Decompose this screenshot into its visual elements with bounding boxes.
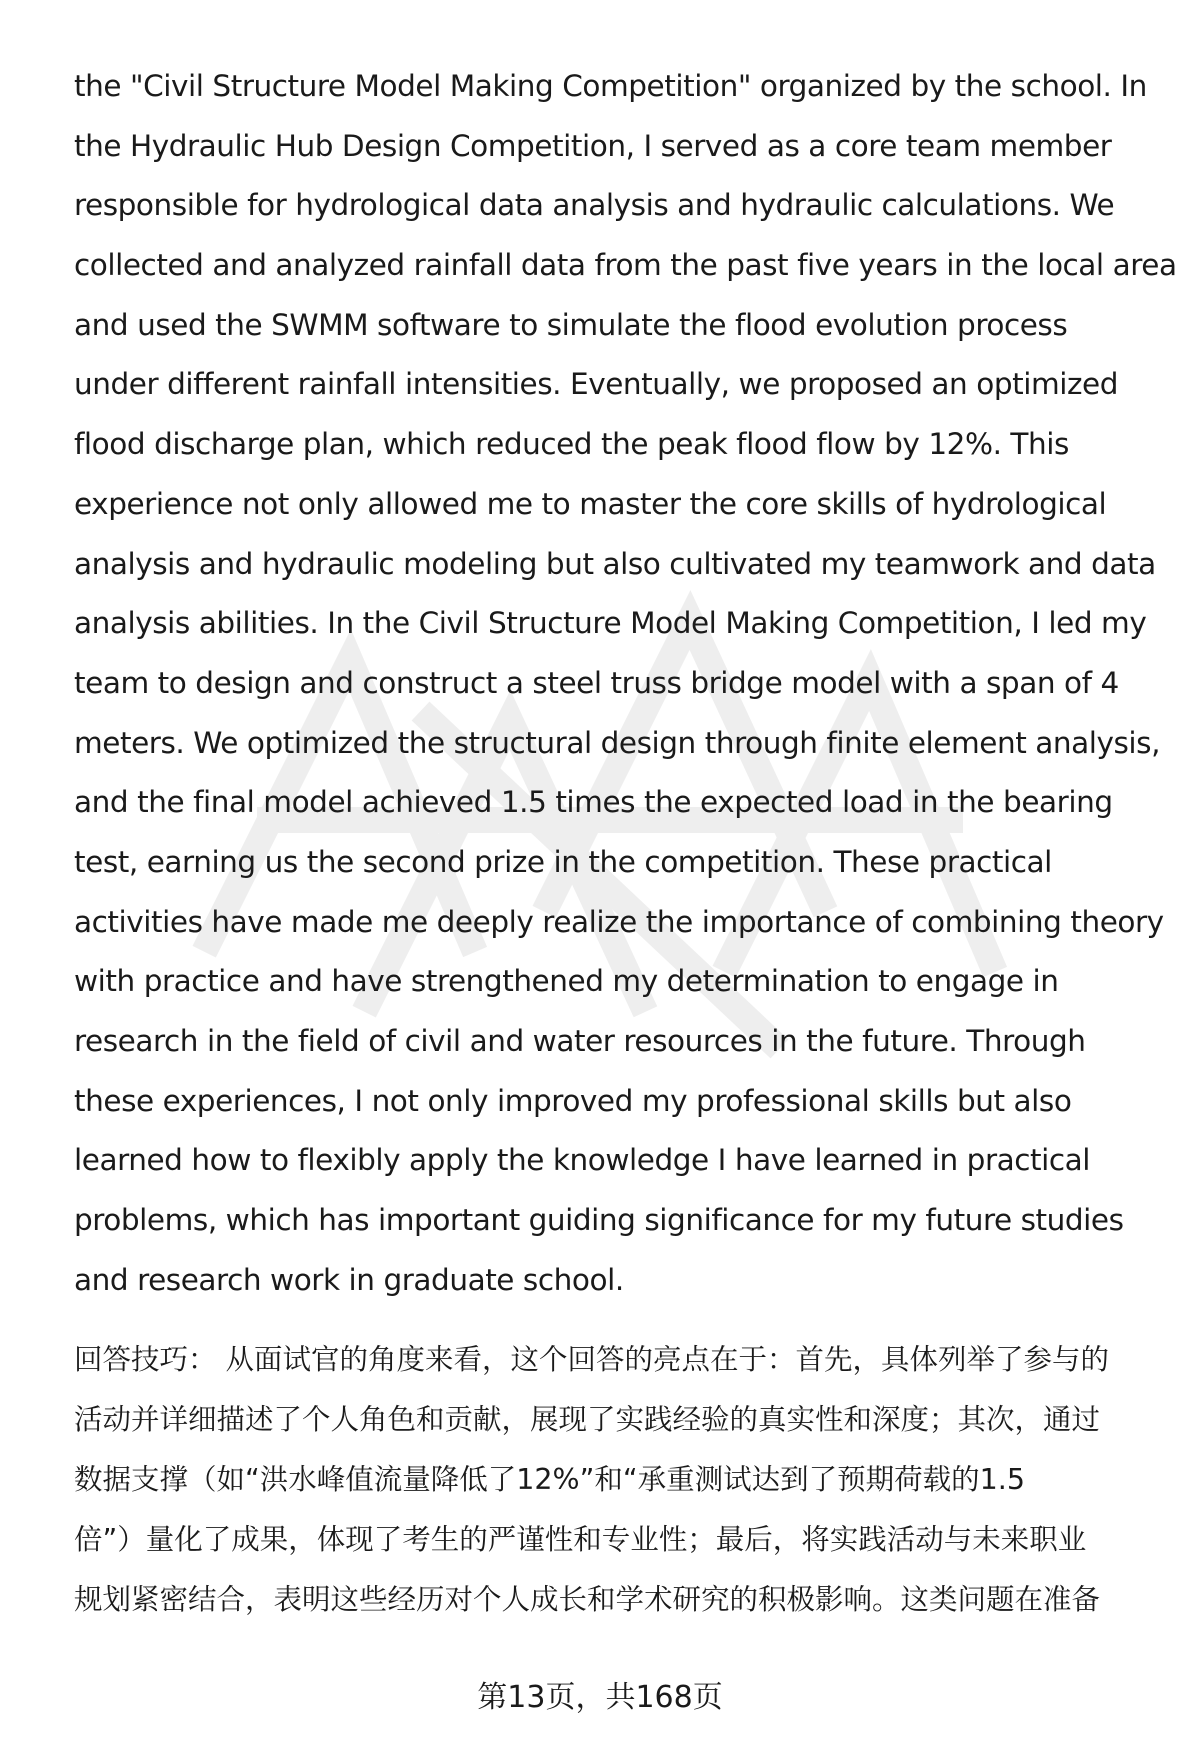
body-text-line: analysis abilities. In the Civil Structure Model Making Competition, I led my [74,606,1147,641]
body-text-line: test, earning us the second prize in the competition. These practical [74,844,1052,879]
body-text-line: these experiences, I not only improved my professional skills but also [74,1083,1072,1118]
body-text-line: team to design and construct a steel truss bridge model with a span of 4 [74,665,1119,700]
body-text-line: collected and analyzed rainfall data from the past five years in the local area [74,248,1177,283]
body-text-line: analysis and hydraulic modeling but also cultivated my teamwork and data [74,546,1156,581]
body-text-line: flood discharge plan, which reduced the peak flood flow by 12%. This [74,427,1069,462]
body-paragraph [74,57,1177,1310]
tips-text-line: 规划紧密结合，表明这些经历对个人成长和学术研究的积极影响。这类问题在准备 [74,1583,1101,1617]
body-text-line: with practice and have strengthened my determination to engage in [74,964,1059,999]
tips-text-line: 活动并详细描述了个人角色和贡献，展现了实践经验的真实性和深度；其次，通过 [74,1403,1101,1437]
body-text-line: and used the SWMM software to simulate the flood evolution process [74,307,1068,342]
body-text-line: and research work in graduate school. [74,1262,624,1297]
tips-text-line: 倍”）量化了成果，体现了考生的严谨性和专业性；最后，将实践活动与未来职业 [74,1523,1087,1557]
body-text-line: activities have made me deeply realize the importance of combining theory [74,904,1164,939]
document-content [74,57,1177,1630]
body-text-line: experience not only allowed me to master the core skills of hydrological [74,486,1107,521]
tips-text-line: 数据支撑（如“洪水峰值流量降低了12%”和“承重测试达到了预期荷载的1.5 [74,1463,1025,1497]
body-text-line: the Hydraulic Hub Design Competition, I served as a core team member [74,128,1112,163]
body-text-line: responsible for hydrological data analysis and hydraulic calculations. We [74,188,1115,223]
body-text-line: learned how to flexibly apply the knowledge I have learned in practical [74,1143,1091,1178]
body-text-line: meters. We optimized the structural design through finite element analysis, [74,725,1161,760]
body-text-line: research in the field of civil and water resources in the future. Through [74,1024,1086,1058]
body-text-line: problems, which has important guiding significance for my future studies [74,1203,1124,1238]
page-number: 第13页，共168页 [477,1680,723,1715]
body-text-line: the "Civil Structure Model Making Competition" organized by the school. In [74,69,1147,103]
answer-tips-paragraph [74,1330,1159,1630]
body-text-line: under different rainfall intensities. Eventually, we proposed an optimized [74,367,1118,402]
body-text-line: and the final model achieved 1.5 times the expected load in the bearing [74,785,1113,820]
tips-text-line: 回答技巧： 从面试官的角度来看，这个回答的亮点在于：首先，具体列举了参与的 [74,1343,1110,1377]
